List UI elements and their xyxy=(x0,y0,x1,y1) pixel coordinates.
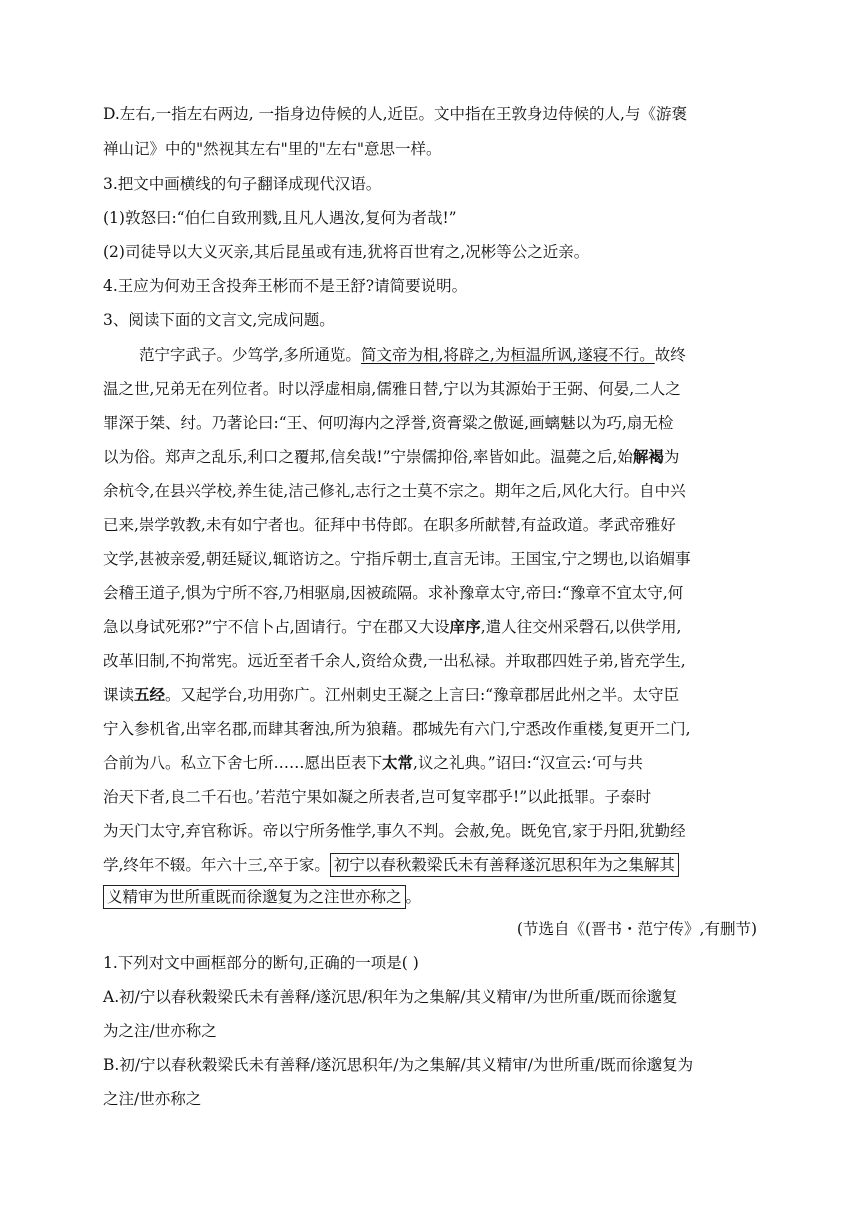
option-b-line-1: B.初/宁以春秋穀梁氏未有善释/遂沉思积年/为之集解/其义精审/为世所重/既而徐邈复为 xyxy=(103,1056,694,1074)
question-1-title: 1.下列对文中画框部分的断句,正确的一项是( ) xyxy=(103,954,419,972)
passage-text: 学,终年不辍。年六十三,卒于家。 xyxy=(103,856,330,874)
boxed-text: 义精审为世所重既而徐邈复为之注世亦称之 xyxy=(103,885,406,909)
passage-line-6: 已来,崇学敦教,未有如宁者也。征拜中书侍郎。在职多所献替,有益政道。孝武帝雅好 xyxy=(103,516,676,534)
passage-line-16 xyxy=(103,854,679,876)
passage-line-2: 温之世,兄弟无在列位者。时以浮虚相扇,儒雅日替,宁以为其源始于王弼、何晏,二人之 xyxy=(103,380,681,398)
passage-text: 课读 xyxy=(103,686,135,704)
passage-line-14: 治天下者,良二千石也。’若范宁果如凝之所表者,岂可复宰郡乎!”以此抵罪。子泰时 xyxy=(103,788,652,806)
passage-text: 以为俗。郑声之乱乐,利口之覆邦,信矣哉!”宁崇儒抑俗,率皆如此。温薨之后,始 xyxy=(103,448,633,466)
option-b-line-2: 之注/世亦称之 xyxy=(103,1090,202,1108)
passage-line-15: 为天门太守,弃官称诉。帝以宁所务惟学,事久不判。会赦,免。既免官,家于丹阳,犹勤经 xyxy=(103,822,686,840)
passage-text: 合前为八。私立下舍七所……愿出臣表下 xyxy=(103,754,383,772)
passage-line-4 xyxy=(103,446,679,468)
passage-line-3: 罪深于桀、纣。乃著论曰:“王、何叨海内之浮誉,资膏粱之傲诞,画螭魅以为巧,扇无检 xyxy=(103,414,674,432)
question-4: 4.王应为何劝王含投奔王彬而不是王舒?请简要说明。 xyxy=(103,277,468,295)
bold-term: 庠序 xyxy=(449,617,481,636)
option-d-line-1: D.左右,一指左右两边, 一指身边侍候的人,近臣。文中指在王敦身边侍候的人,与《游褒 xyxy=(103,105,687,123)
passage-text: 。 xyxy=(405,888,422,906)
bold-term: 五经 xyxy=(134,685,166,704)
underlined-sentence: 简文帝为相,将辟之,为桓温所讽,遂寝不行。 xyxy=(360,346,655,364)
translate-sentence-1: (1)敦怒曰:“伯仁自致刑戮,且凡人遇汝,复何为者哉!” xyxy=(103,209,457,227)
boxed-text: 初宁以春秋穀梁氏未有善释遂沉思积年为之集解其 xyxy=(330,853,679,877)
section-3-title: 3、阅读下面的文言文,完成问题。 xyxy=(103,311,335,329)
passage-line-8: 会稽王道子,惧为宁所不容,乃相驱扇,因被疏隔。求补豫章太守,帝曰:“豫章不宜太守,何 xyxy=(103,584,684,602)
passage-line-1 xyxy=(139,344,686,366)
translate-sentence-2: (2)司徒导以大义灭亲,其后昆虽或有违,犹将百世宥之,况彬等公之近亲。 xyxy=(103,243,590,261)
bold-term: 太常 xyxy=(382,753,414,772)
option-d-line-2: 禅山记》中的"然视其左右"里的"左右"意思一样。 xyxy=(103,140,442,158)
passage-line-7: 文学,甚被亲爱,朝廷疑议,辄谘访之。宁指斥朝士,直言无讳。王国宝,宁之甥也,以谄媚事 xyxy=(103,550,691,568)
question-3-title: 3.把文中画横线的句子翻译成现代汉语。 xyxy=(103,175,382,193)
passage-line-5: 余杭令,在县兴学校,养生徒,洁己修礼,志行之士莫不宗之。期年之后,风化大行。自中兴 xyxy=(103,482,686,500)
passage-line-17 xyxy=(103,886,421,908)
passage-text: 。又起学台,功用弥广。江州刺史王凝之上言曰:“豫章郡居此州之半。太守臣 xyxy=(165,686,680,704)
bold-term: 解褐 xyxy=(632,447,664,466)
passage-line-10: 改革旧制,不拘常宪。远近至者千余人,资给众费,一出私禄。并取郡四姓子弟,皆充学生, xyxy=(103,652,686,670)
passage-text: 急以身试死邪?”宁不信卜占,固请行。宁在郡又大设 xyxy=(103,618,450,636)
passage-text: 故终 xyxy=(654,346,686,364)
passage-text: 为 xyxy=(663,448,680,466)
passage-text: ,议之礼典。”诏曰:“汉宣云:‘可与共 xyxy=(413,754,643,772)
passage-line-12: 宁入参机省,出宰名郡,而肆其奢浊,所为狼藉。郡城先有六门,宁悉改作重楼,复更开二门, xyxy=(103,720,691,738)
passage-text: ,遣人往交州采磬石,以供学用, xyxy=(480,618,682,636)
passage-line-11 xyxy=(103,684,679,706)
passage-line-13 xyxy=(103,752,643,774)
passage-text: 范宁字武子。少笃学,多所通览。 xyxy=(139,346,361,364)
option-a-line-1: A.初/宁以春秋穀梁氏未有善释/遂沉思/积年为之集解/其义精审/为世所重/既而徐邈复 xyxy=(103,988,678,1006)
passage-line-9 xyxy=(103,616,681,638)
option-a-line-2: 为之注/世亦称之 xyxy=(103,1022,217,1040)
source-note: (节选自《(晋书・范宁传》,有删节) xyxy=(516,920,757,938)
